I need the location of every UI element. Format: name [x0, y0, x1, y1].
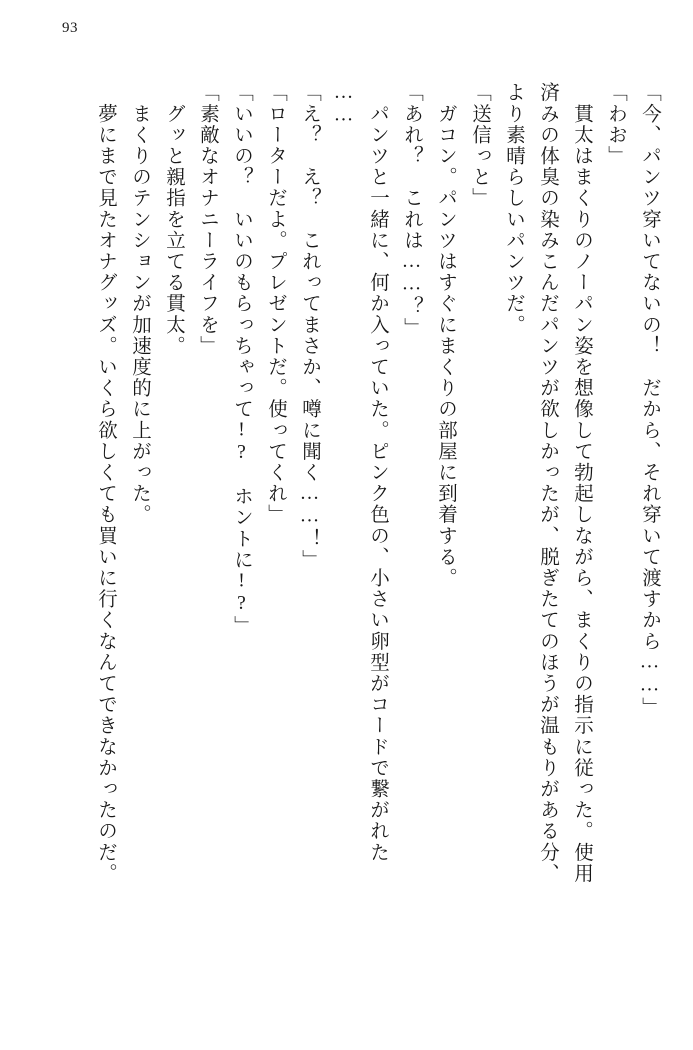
text-line: ガコン。パンツはすぐにまくりの部屋に到着する。: [435, 82, 456, 589]
text-line: まくりのテンションが加速度的に上がった。: [129, 82, 150, 526]
text-line: 夢にまで見たオナグッズ。いくら欲しくても買いに行くなんてできなかったのだ。: [95, 82, 116, 884]
text-line: 済みの体臭の染みこんだパンツが欲しかったが、脱ぎたてのほうが温もりがある分、: [537, 82, 558, 884]
vertical-text-body: [36, 82, 659, 1012]
text-line: 「素敵なオナニーライフを」: [197, 82, 218, 357]
text-line: 「今、パンツ穿いてないの！ だから、それ穿いて渡すから……」: [639, 82, 660, 718]
text-line: ……: [333, 82, 354, 128]
text-line: 「え？ え？ これってまさか、噂に聞く……！」: [299, 82, 320, 571]
text-line: 「あれ？ これは……？」: [401, 82, 422, 339]
text-line: 「送信っと」: [469, 82, 490, 209]
text-line: 貫太はまくりのノーパン姿を想像して勃起しながら、まくりの指示に従った。使用: [571, 82, 592, 884]
text-line: より素晴らしいパンツだ。: [503, 82, 524, 336]
text-line: 「いいの？ いいのもらっちゃって!? ホントに!?」: [231, 82, 252, 637]
text-line: グッと親指を立てる貫太。: [163, 82, 184, 357]
text-line: パンツと一緒に、何か入っていた。ピンク色の、小さい卵型がコードで繋がれた: [367, 82, 388, 863]
text-line: 「ローターだよ。プレゼントだ。使ってくれ」: [265, 82, 286, 526]
page-number: 93: [62, 20, 78, 36]
text-line: 「わお」: [605, 82, 626, 167]
